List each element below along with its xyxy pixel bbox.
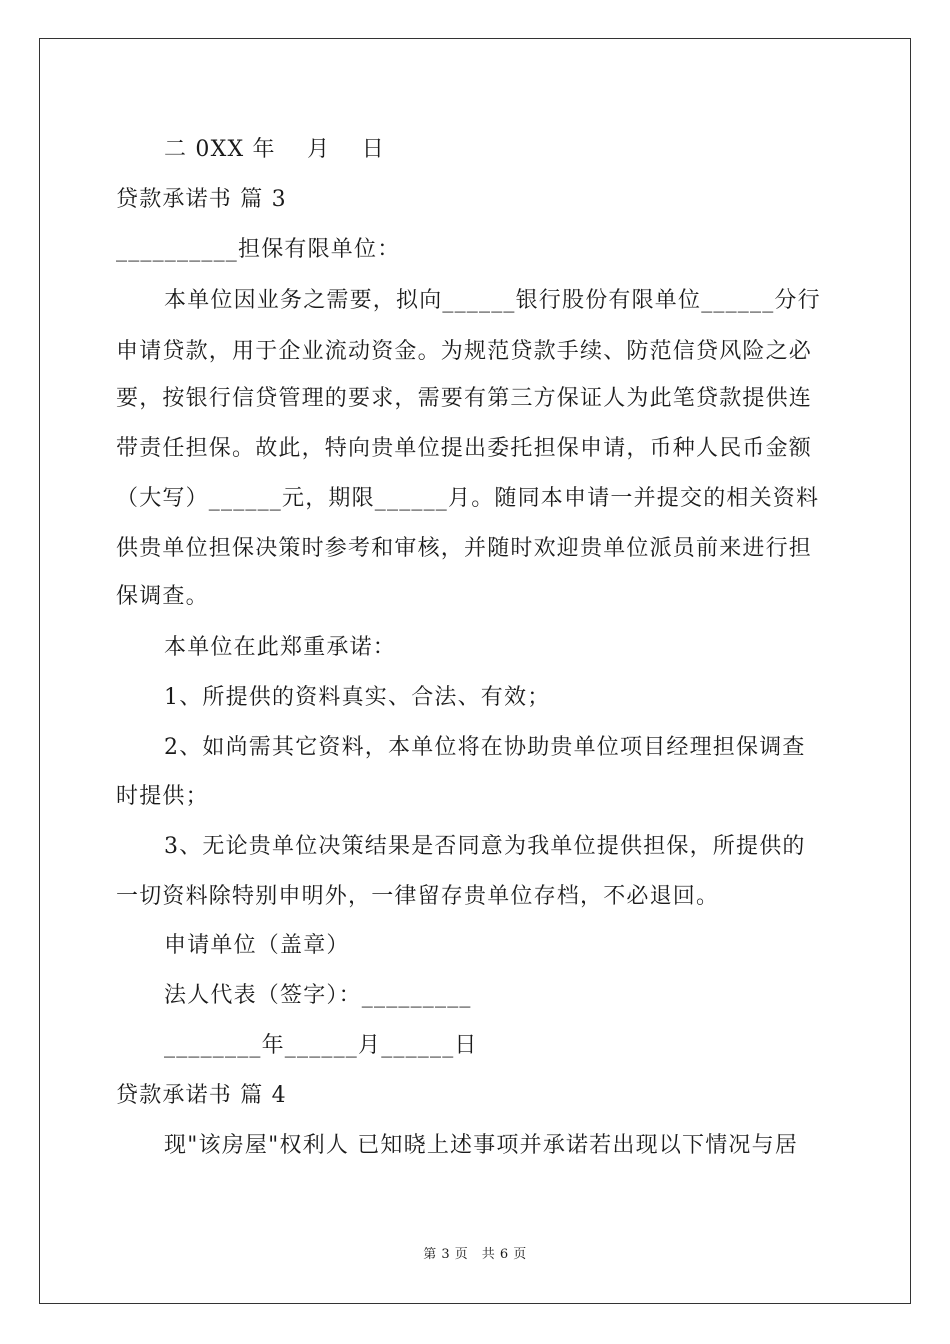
commitment-item-3: 3、无论贵单位决策结果是否同意为我单位提供担保，所提供的: [164, 834, 806, 859]
body-text-line: 保调查。: [116, 584, 209, 609]
body-text-line: （大写）______元，期限______月。随同本申请一并提交的相关资料: [116, 486, 820, 511]
body-text-line: 要，按银行信贷管理的要求，需要有第三方保证人为此笔贷款提供连: [116, 386, 813, 411]
commitment-item-3-cont: 一切资料除特别申明外，一律留存贵单位存档，不必退回。: [116, 884, 720, 909]
commitment-item-2-cont: 时提供；: [116, 784, 209, 809]
page-border: [39, 38, 911, 1304]
signature-date-line: ________年______月______日: [164, 1033, 478, 1058]
body-text-line: 带责任担保。故此，特向贵单位提出委托担保申请，币种人民币金额: [116, 436, 813, 461]
body-text-line: 供贵单位担保决策时参考和审核，并随时欢迎贵单位派员前来进行担: [116, 536, 813, 561]
applicant-seal-line: 申请单位（盖章）: [164, 933, 350, 958]
commitment-intro: 本单位在此郑重承诺：: [164, 635, 397, 660]
commitment-item-2: 2、如尚需其它资料，本单位将在协助贵单位项目经理担保调查: [164, 735, 806, 760]
addressee-line: __________担保有限单位：: [116, 237, 401, 262]
body-text-line: 申请贷款，用于企业流动资金。为规范贷款手续、防范信贷风险之必: [116, 339, 813, 364]
body-text-line: 本单位因业务之需要，拟向______银行股份有限单位______分行: [164, 288, 821, 313]
legal-rep-signature-line: 法人代表（签字）：_________: [164, 983, 472, 1008]
body-text-line: 现"该房屋"权利人 已知晓上述事项并承诺若出现以下情况与居: [164, 1133, 799, 1158]
commitment-item-1: 1、所提供的资料真实、合法、有效；: [164, 685, 551, 710]
section-heading: 贷款承诺书 篇 4: [116, 1083, 287, 1108]
date-line: 二 0XX 年 月 日: [164, 137, 385, 162]
section-heading: 贷款承诺书 篇 3: [116, 187, 287, 212]
page-number-footer: 第 3 页 共 6 页: [423, 1247, 527, 1262]
